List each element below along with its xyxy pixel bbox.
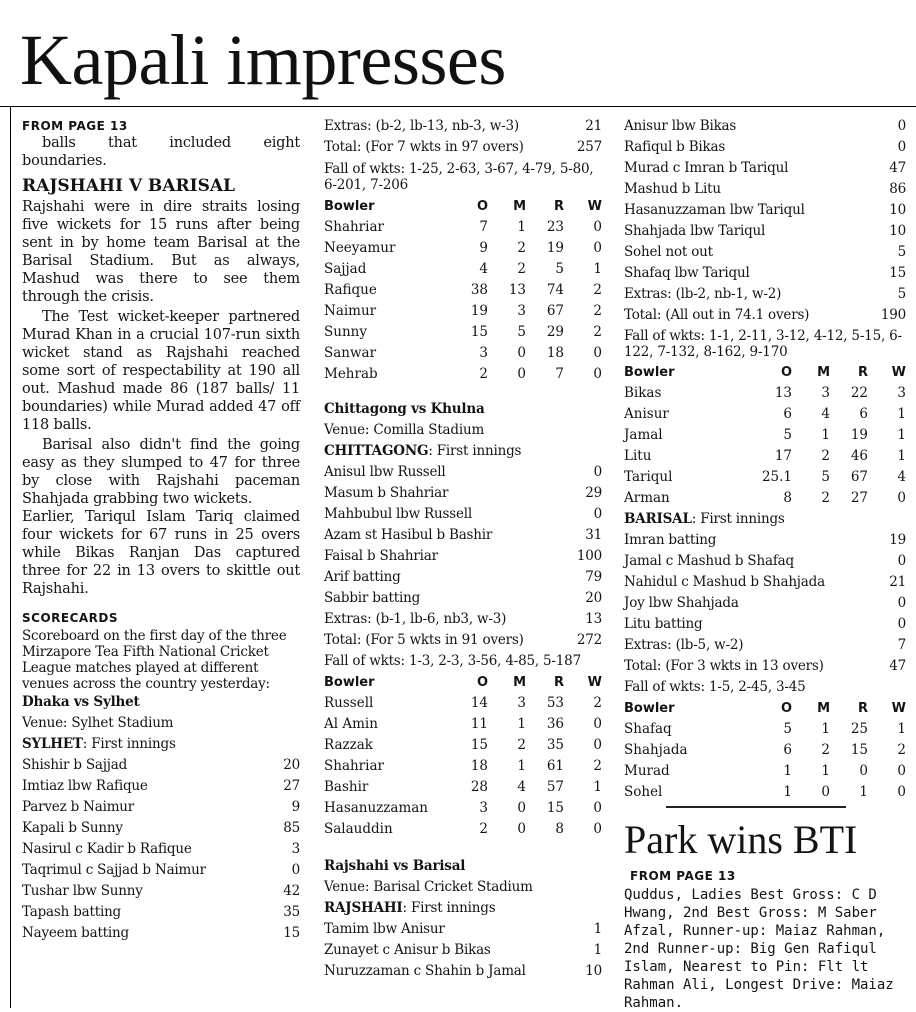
batting-row: Nayeem batting 15 [22,925,300,941]
batting-row: Anisul lbw Russell 0 [324,464,602,480]
article-paragraph: Earlier, Tariqul Islam Tariq claimed four wickets for 67 runs in 25 overs while Bikas Ranjan Das captured three for 22 in 13 overs to skittle out Rajshahi. [22,509,300,597]
batting-row: Nasirul c Kadir b Rafique 3 [22,841,300,857]
article-paragraph: The Test wicket-keeper partnered Murad Khan in a crucial 107-run sixth wicket stand as Rajshahi reached some sort of respectability at 190 all out. Mashud made 86 (187 balls/ 11 boundaries) while Murad added 47 off 118 balls. [22,309,300,433]
innings-label: : First innings [82,736,176,752]
bowling-header-row: Bowler O M R W [624,365,906,380]
article-divider [666,806,846,808]
bowling-row: Razzak 15 2 35 0 [324,737,602,753]
scorecards-intro: Scoreboard on the first day of the three Mirzapore Tea Fifth National Cricket League matches played at different venues across the country yesterday: [22,628,287,692]
team-name: BARISAL [624,511,692,527]
bowling-row: Neeyamur 9 2 19 0 [324,240,602,256]
batting-row: Azam st Hasibul b Bashir 31 [324,527,602,543]
bowling-row: Sunny 15 5 29 2 [324,324,602,340]
batting-row: Parvez b Naimur 9 [22,799,300,815]
total-row: Total: (For 3 wkts in 13 overs) 47 [624,658,906,674]
innings-label: : First innings [428,443,522,459]
bowling-row: Sohel 1 0 1 0 [624,784,906,800]
match-venue: Venue: Barisal Cricket Stadium [324,879,533,895]
match-title: Chittagong vs Khulna [324,401,485,417]
match-venue: Venue: Sylhet Stadium [22,715,174,731]
match-venue: Venue: Comilla Stadium [324,422,485,438]
fall-of-wickets: Fall of wkts: 1-1, 2-11, 3-12, 4-12, 5-15, 6-122, 7-132, 8-162, 9-170 [624,328,902,360]
innings-heading [624,509,906,530]
bowling-row: Tariqul 25.1 5 67 4 [624,469,906,485]
total-row: Total: (For 7 wkts in 97 overs) 257 [324,139,602,155]
batting-row: Arif batting 79 [324,569,602,585]
total-row: Total: (All out in 74.1 overs) 190 [624,307,906,323]
bowling-row: Litu 17 2 46 1 [624,448,906,464]
batting-list [22,755,300,944]
batting-row: Shafaq lbw Tariqul 15 [624,265,906,281]
scorecards-title: SCORECARDS [22,611,119,625]
batting-row: Litu batting 0 [624,616,906,632]
match-title: Rajshahi vs Barisal [324,858,466,874]
batting-row: Jamal c Mashud b Shafaq 0 [624,553,906,569]
batting-row: Joy lbw Shahjada 0 [624,595,906,611]
fall-of-wickets: Fall of wkts: 1-25, 2-63, 3-67, 4-79, 5-80, 6-201, 7-206 [324,161,594,193]
bowling-row: Sajjad 4 2 5 1 [324,261,602,277]
batting-row: Imran batting 19 [624,532,906,548]
extras-row: Extras: (b-2, lb-13, nb-3, w-3) 21 [324,118,602,134]
bowling-row: Sanwar 3 0 18 0 [324,345,602,361]
bowling-header-row: Bowler O M R W [324,675,602,690]
bowling-header-row: Bowler O M R W [324,199,602,214]
match-title: Dhaka vs Sylhet [22,694,140,710]
batting-row: Masum b Shahriar 29 [324,485,602,501]
from-page-label: FROM PAGE 13 [22,119,128,133]
column-2 [324,116,602,982]
innings-label: : First innings [691,511,785,527]
section-title: RAJSHAHI V BARISAL [22,176,235,196]
bowling-row: Jamal 5 1 19 1 [624,427,906,443]
batting-row: Taqrimul c Sajjad b Naimur 0 [22,862,300,878]
bowling-row: Rafique 38 13 74 2 [324,282,602,298]
team-name: CHITTAGONG [324,443,429,459]
bowling-header-row: Bowler O M R W [624,701,906,716]
from-page-label: FROM PAGE 13 [630,869,736,883]
bowling-row: Russell 14 3 53 2 [324,695,602,711]
bowling-row: Naimur 19 3 67 2 [324,303,602,319]
innings-heading [324,898,602,919]
park-article [624,806,906,1012]
batting-row: Tapash batting 35 [22,904,300,920]
bowling-row: Bashir 28 4 57 1 [324,779,602,795]
extras-row: Extras: (b-1, lb-6, nb3, w-3) 13 [324,611,602,627]
batting-row: Hasanuzzaman lbw Tariqul 10 [624,202,906,218]
batting-row: Mashud b Litu 86 [624,181,906,197]
column-1 [22,116,300,944]
bowling-row: Shahriar 18 1 61 2 [324,758,602,774]
bowling-row: Al Amin 11 1 36 0 [324,716,602,732]
innings-label: : First innings [402,900,496,916]
batting-row: Shishir b Sajjad 20 [22,757,300,773]
fall-of-wickets: Fall of wkts: 1-5, 2-45, 3-45 [624,679,806,695]
bowling-row: Hasanuzzaman 3 0 15 0 [324,800,602,816]
innings-heading [22,734,300,755]
column-3 [624,116,906,803]
bowling-row: Shafaq 5 1 25 1 [624,721,906,737]
batting-row: Faisal b Shahriar 100 [324,548,602,564]
batting-row: Tamim lbw Anisur 1 [324,921,602,937]
bowling-table [324,672,602,840]
team-name: RAJSHAHI [324,900,403,916]
batting-row: Murad c Imran b Tariqul 47 [624,160,906,176]
bowling-table [624,698,906,803]
batting-row: Sohel not out 5 [624,244,906,260]
headline: Kapali impresses [20,20,506,100]
bowling-table [324,196,602,385]
top-rule [0,106,916,107]
bowling-row: Arman 8 2 27 0 [624,490,906,506]
bowling-row: Shahjada 6 2 15 2 [624,742,906,758]
batting-row: Shahjada lbw Tariqul 10 [624,223,906,239]
batting-row: Imtiaz lbw Rafique 27 [22,778,300,794]
article-title: Park wins BTI [624,817,858,862]
team-name: SYLHET [22,736,83,752]
article-paragraph: Barisal also didn't find the going easy as they slumped to 47 for three by close with Rajshahi paceman Shahjada grabbing two wickets. [22,437,300,507]
bowling-row: Mehrab 2 0 7 0 [324,366,602,382]
batting-row: Nahidul c Mashud b Shahjada 21 [624,574,906,590]
batting-row: Nuruzzaman c Shahin b Jamal 10 [324,963,602,979]
total-row: Total: (For 5 wkts in 91 overs) 272 [324,632,602,648]
left-rule [10,106,11,1008]
batting-row: Rafiqul b Bikas 0 [624,139,906,155]
extras-row: Extras: (lb-5, w-2) 7 [624,637,906,653]
batting-row: Anisur lbw Bikas 0 [624,118,906,134]
fall-of-wickets: Fall of wkts: 1-3, 2-3, 3-56, 4-85, 5-187 [324,653,581,669]
article-text: Quddus, Ladies Best Gross: C D Hwang, 2nd Best Gross: M Saber Afzal, Runner-up: Maiaz Rahman, 2nd Runner-up: Big Gen Rafiqul Islam, Nearest to Pin: Flt lt Rahman Ali, Longest Drive: Maiaz Rahman. [624,887,894,1011]
bowling-row: Murad 1 1 0 0 [624,763,906,779]
intro-text: balls that included eight boundaries. [22,135,300,169]
batting-row: Mahbubul lbw Russell 0 [324,506,602,522]
batting-row: Zunayet c Anisur b Bikas 1 [324,942,602,958]
article-paragraph: Rajshahi were in dire straits losing five wickets for 15 runs after being sent in by home team Barisal at the Barisal Stadium. But as always, Mashud was there to see them through the crisis. [22,199,300,305]
bowling-table [624,362,906,509]
bowling-row: Shahriar 7 1 23 0 [324,219,602,235]
bowling-row: Bikas 13 3 22 3 [624,385,906,401]
extras-row: Extras: (lb-2, nb-1, w-2) 5 [624,286,906,302]
bowling-row: Anisur 6 4 6 1 [624,406,906,422]
batting-row: Sabbir batting 20 [324,590,602,606]
innings-heading [324,441,602,462]
bowling-row: Salauddin 2 0 8 0 [324,821,602,837]
batting-row: Tushar lbw Sunny 42 [22,883,300,899]
batting-row: Kapali b Sunny 85 [22,820,300,836]
